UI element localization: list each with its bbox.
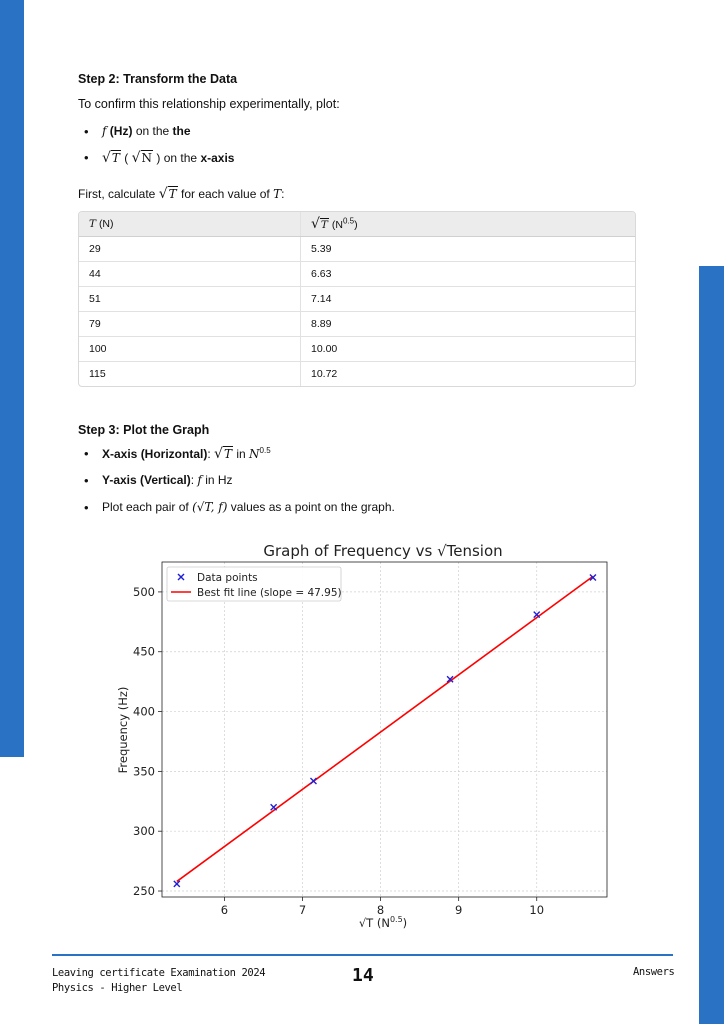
y-tick-label: 500 [133,584,155,599]
step2-heading: Step 2: Transform the Data [78,72,238,86]
step3-bullet-list [78,446,395,514]
data-point [271,804,277,810]
bullet-plot-pairs: • Plot each pair of (√T, f) values as a point on the graph. [78,500,395,514]
calc-sentence: First, calculate √T for each value of T: [78,186,285,202]
x-tick-label: 6 [220,903,229,917]
table-row: 44 6.63 [79,262,635,287]
footer-exam-info: Leaving certificate Examination 2024 Physics - Higher Level [52,967,266,994]
table-row: 100 10.00 [79,337,635,362]
x-tick-label: 7 [298,903,307,917]
footer-divider [52,954,673,956]
best-fit-line [177,576,593,881]
step2-intro: To confirm this relationship experimentally, plot: [78,97,340,111]
footer-section-label: Answers [633,966,675,978]
left-accent-bar [0,0,24,757]
legend-label-data-points: Data points [197,572,258,584]
y-tick-label: 300 [133,824,155,839]
x-tick-label: 9 [455,903,463,917]
table-row: 51 7.14 [79,287,635,312]
x-tick-label: 10 [529,903,545,917]
step3-heading: Step 3: Plot the Graph [78,423,210,437]
chart-series [174,575,596,887]
y-tick-label: 400 [133,704,155,719]
legend-label-fit-line: Best fit line (slope = 47.95) [197,587,342,599]
table-row: 115 10.72 [79,362,635,387]
bullet-y-axis-def: • Y-axis (Vertical): f in Hz [78,473,395,500]
col-header-tension: T (N) [79,212,301,237]
right-accent-bar [699,266,724,1024]
col-header-sqrt-tension: √T $(N^{0.5})$ [301,212,636,237]
chart-ticks [133,585,544,917]
step2-bullet-list [78,124,234,166]
chart-title: Graph of Frequency vs √Tension [263,542,503,560]
page-number: 14 [352,965,374,986]
table-row: 79 8.89 [79,312,635,337]
data-point [310,778,316,784]
bullet-x-axis: • √T ( √N ) on the x-axis [78,150,234,166]
bullet-x-axis-def: • X-axis (Horizontal): √T in $N^{0.5}$ [78,446,395,473]
x-axis-label: √T $(N^{0.5})$ [358,915,408,930]
frequency-tension-chart [110,535,620,935]
data-point [174,881,180,887]
x-tick-label: 8 [376,903,385,917]
y-tick-label: 350 [133,764,155,779]
table-header-row [79,212,635,237]
bullet-y-axis: • f (Hz) on the the [78,124,234,150]
y-tick-label: 450 [133,644,155,659]
chart-legend [167,567,342,601]
y-axis-label: Frequency (Hz) [116,686,130,774]
y-tick-label: 250 [133,884,155,899]
tension-table [78,211,636,387]
table-row: 29 5.39 [79,237,635,262]
